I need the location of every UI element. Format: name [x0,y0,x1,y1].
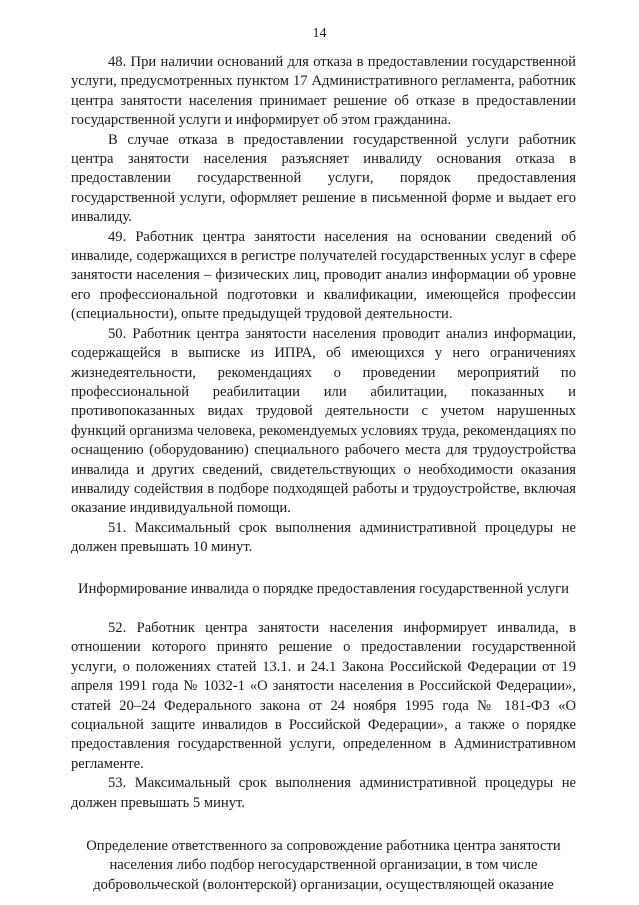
paragraph-49: 49. Работник центра занятости населения на основании сведений об инвалиде, содержащихся в регистре получателей государственных услуг в сфере занятости населения – физических лиц, проводит анализ информации об уровне его профессиональной подготовки и квалификации, имеющейся профессии (специальности), опыте предыдущей трудовой деятельности. [71,228,576,323]
section-spacer [71,558,576,580]
paragraph-53: 53. Максимальный срок выполнения административной процедуры не должен превышать 5 минут. [71,775,576,811]
page-number: 14 [312,26,327,41]
paragraph-52: 52. Работник центра занятости населения информирует инвалида, в отношении которого принято решение о предоставлении государственной услуги, о положениях статей 13.1. и 24.1 Закона Российской Федерации от 19 апреля 1991 года № 1032-1 «О занятости населения в Российской Федерации», статей 20–24 Федерального закона от 24 ноября 1995 года № 181-ФЗ «О социальной защите инвалидов в Российской Федерации», а также о порядке предоставления государственной услуги, определенном в Административном регламенте. [71,619,576,772]
section-heading-informing: Информирование инвалида о порядке предоставления государственной услуги [78,580,569,597]
paragraph-51: 51. Максимальный срок выполнения административной процедуры не должен превышать 10 минут. [71,519,576,556]
paragraph-48: 48. При наличии оснований для отказа в предоставлении государственной услуги, предусмотренных пунктом 17 Административного регламента, работник центра занятости населения принимает решение об отказе в предоставлении государственной услуги и информирует об этом гражданина. [71,54,576,129]
section-heading-responsible: Определение ответственного за сопровождение работника центра занятости населения либо подбор негосударственной организации, в том числе добровольческой (волонтерской) организации, осуществляющей оказание [86,838,561,893]
section-spacer [71,813,576,837]
paragraph-48-continuation: В случае отказа в предоставлении государственной услуги работник центра занятости населения разъясняет инвалиду основания отказа в предоставлении государственной услуги, порядок предоставления государственной услуги, оформляет решение в письменной форме и выдает его инвалиду. [71,131,576,226]
document-body [71,53,576,895]
paragraph-50: 50. Работник центра занятости населения проводит анализ информации, содержащейся в выписке из ИПРА, об имеющихся у него ограничениях жизнедеятельности, рекомендациях о проведении мероприятий по профессиональной реабилитации или абилитации, показанных и противопоказанных видах трудовой деятельности с учетом нарушенных функций организма человека, рекомендуемых условиях труда, рекомендациях по оснащению (оборудованию) специального рабочего места для трудоустройства инвалида и других сведений, свидетельствующих о необходимости оказания инвалиду содействия в подборе подходящей работы и трудоустройстве, включая оказание индивидуальной помощи. [71,325,576,517]
section-spacer [71,599,576,619]
